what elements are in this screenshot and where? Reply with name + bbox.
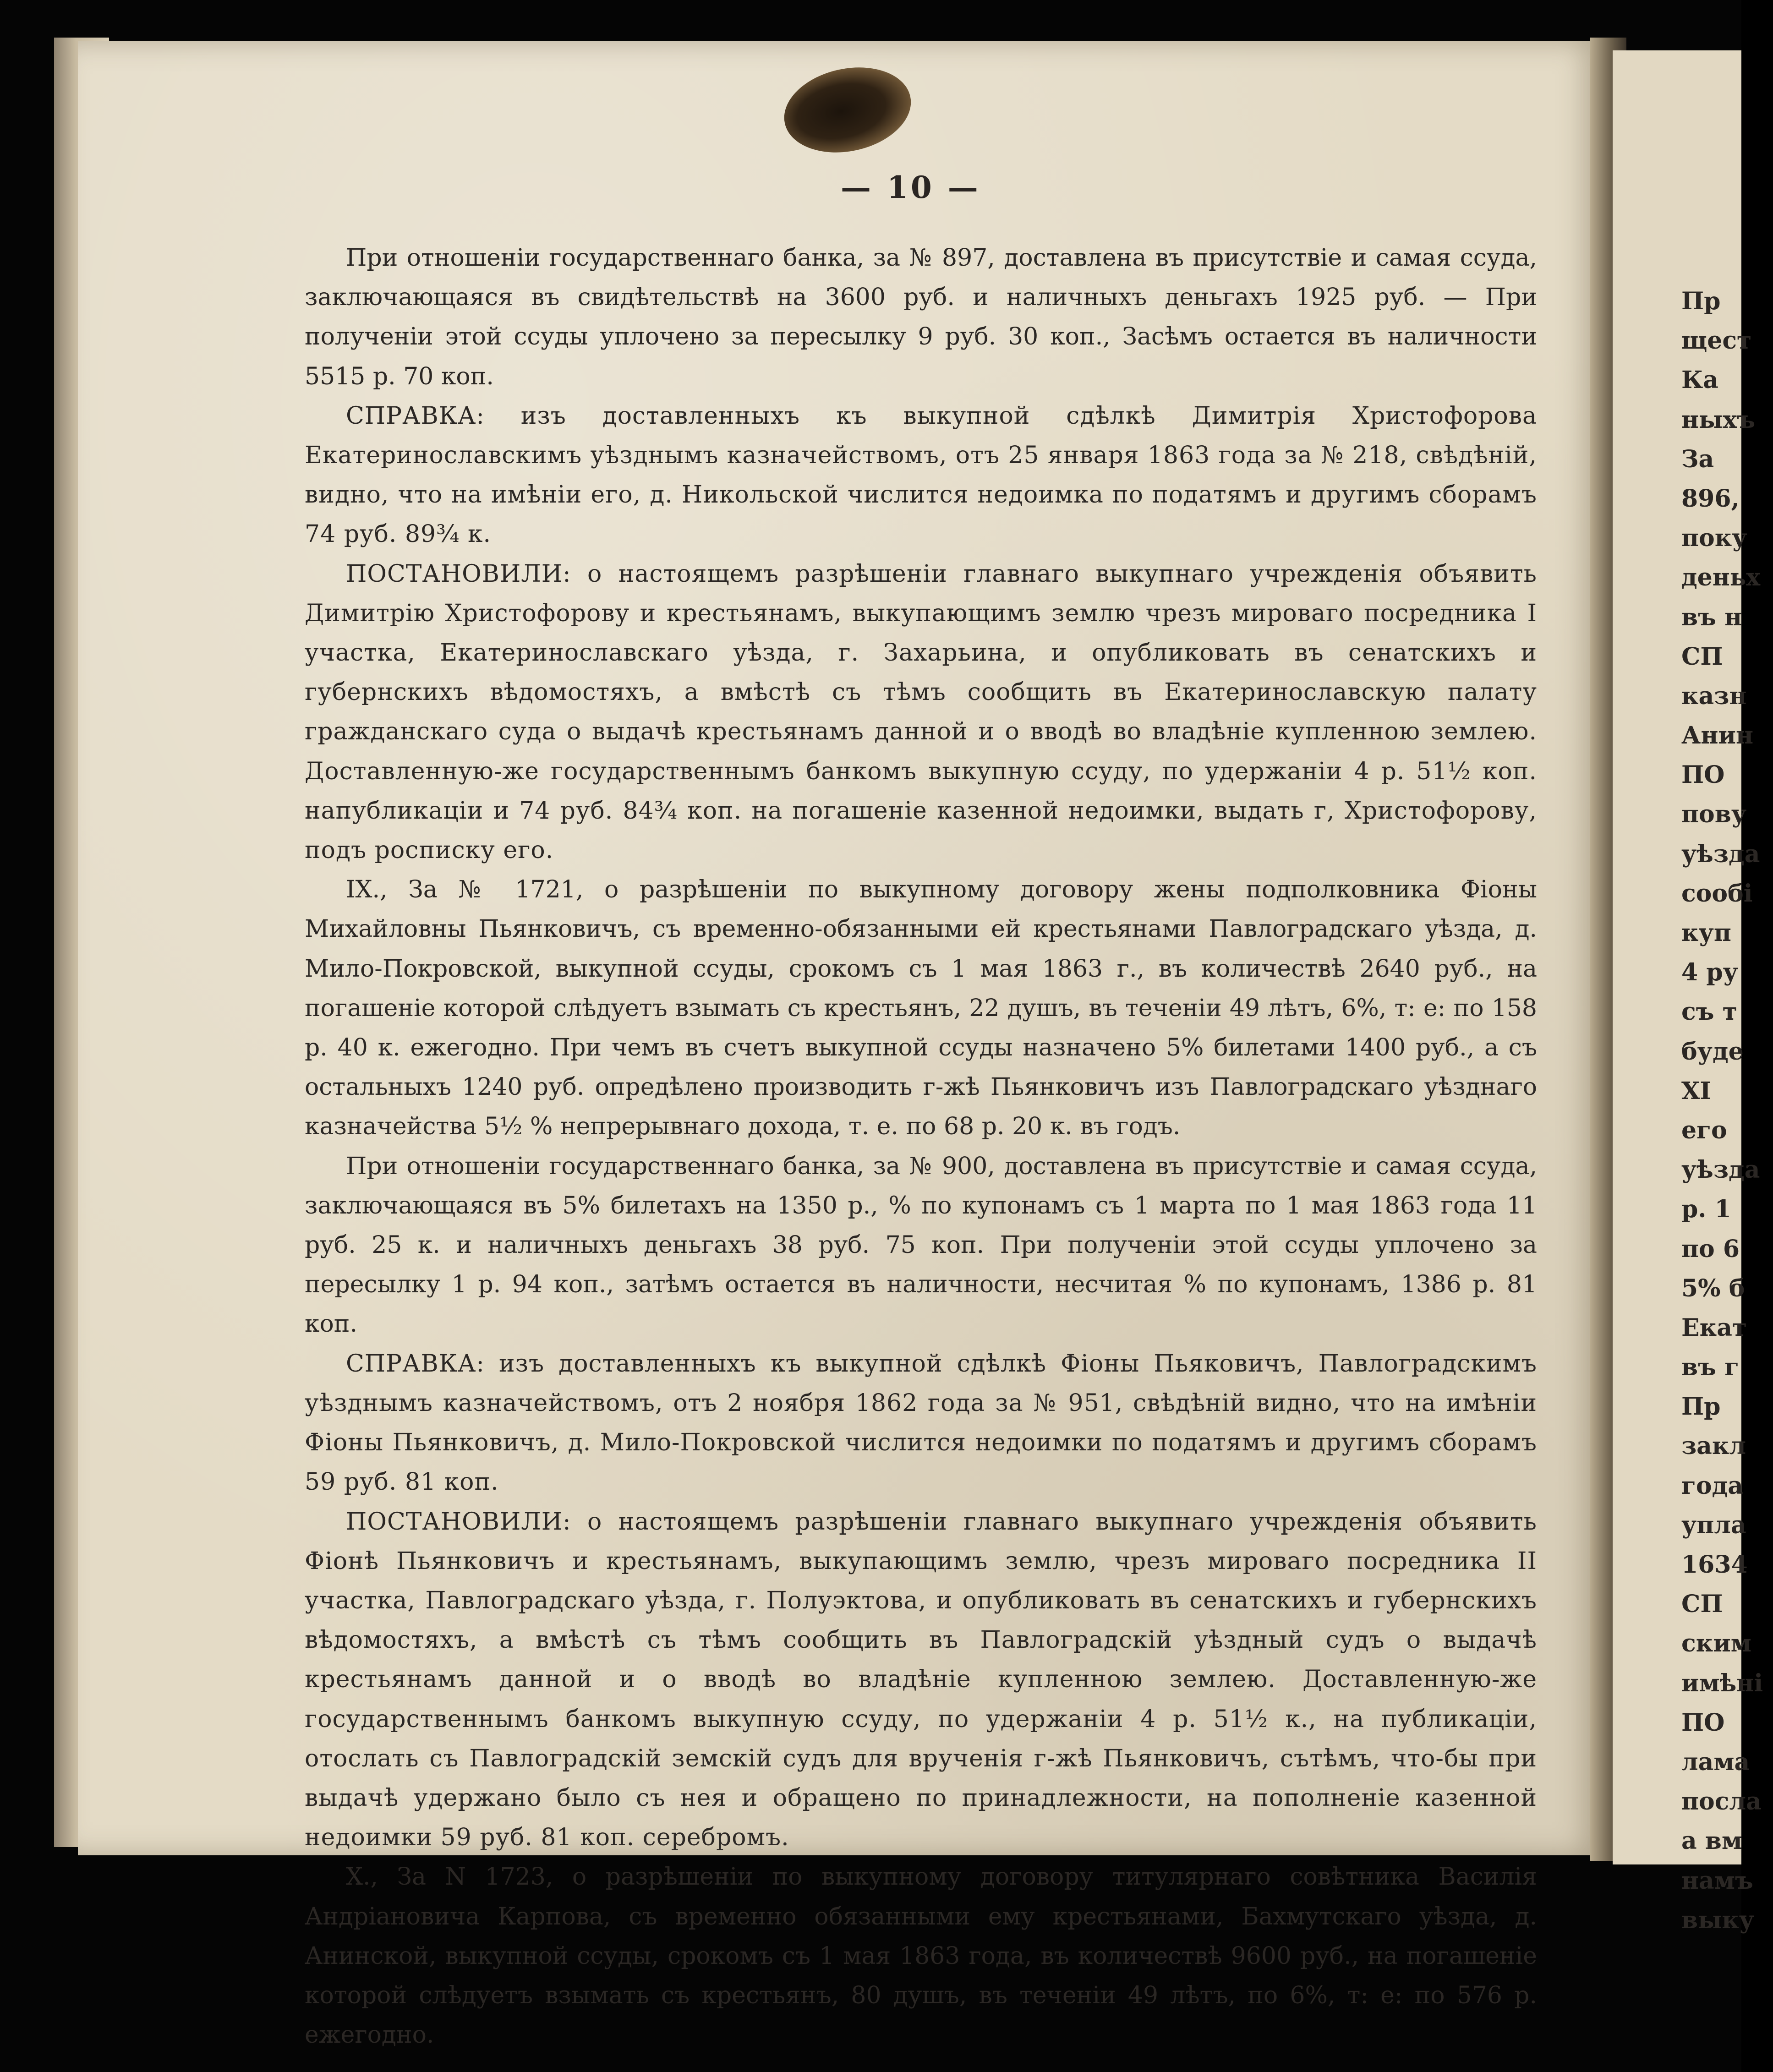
adjacent-line-fragment: упла: [1681, 1511, 1746, 1539]
adjacent-line-fragment: посла: [1681, 1788, 1762, 1816]
paragraph-spravka-1: СПРАВКА: изъ доставленныхъ къ выкупной сдѣлкѣ Димитрія Христофорова Екатеринославскимъ уѣзднымъ казначействомъ, отъ 25 января 1863 года за № 218, свѣдѣній, видно, что на имѣніи его, д. Никольской числится недоимка по податямъ и другимъ сборамъ 74 руб. 89¾ к.: [305, 402, 1537, 548]
adjacent-line-fragment: выку: [1681, 1906, 1755, 1934]
adjacent-line-fragment: деньх: [1681, 563, 1761, 592]
adjacent-line-fragment: 896,: [1681, 484, 1740, 513]
paragraph-section-x: X., За N 1723, о разрѣшеніи по выкупному договору титулярнаго совѣтника Василія Андріановича Карпова, съ временно обязанными ему крестьянами, Бахмутскаго уѣзда, д. Анинской, выкупной ссуды, срокомъ съ 1 мая 1863 года, въ количествѣ 9600 руб., на погашеніе которой слѣдуетъ взымать съ крестьянъ, 80 душъ, въ теченіи 49 лѣтъ, по 6%, т: е: по 576 р. ежегодно.: [305, 1863, 1537, 2049]
adjacent-line-fragment: Екат: [1681, 1313, 1747, 1342]
adjacent-line-fragment: р. 1: [1681, 1195, 1731, 1224]
adjacent-line-fragment: СП: [1681, 1590, 1723, 1618]
adjacent-line-fragment: куп: [1681, 919, 1731, 947]
adjacent-line-fragment: въ г: [1681, 1353, 1739, 1382]
adjacent-line-fragment: ПО: [1681, 761, 1725, 789]
adjacent-line-fragment: Пр: [1681, 287, 1721, 315]
adjacent-line-fragment: 1634: [1681, 1551, 1748, 1579]
adjacent-line-fragment: 5% б: [1681, 1274, 1745, 1302]
adjacent-line-fragment: намъ: [1681, 1866, 1753, 1895]
paragraph-section-ix: IX., За № 1721, о разрѣшеніи по выкупному договору жены подполковника Фіоны Михайловны Пьянковичъ, съ временно-обязанными ей крестьянами Павлоградскаго уѣзда, д. Мило-Покровской, выкупной ссуды, срокомъ съ 1 мая 1863 г., въ количествѣ 2640 руб., на погашеніе которой слѣдуетъ взымать съ крестьянъ, 22 душъ, въ теченіи 49 лѣтъ, 6%, т: е: по 158 р. 40 к. ежегодно. При чемъ въ счетъ выкупной ссуды назначено 5% билетами 1400 руб., а съ остальныхъ 1240 руб. опредѣлено производить г-жѣ Пьянковичъ изъ Павлоградскаго уѣзднаго казначейства 5½ % непрерывнаго дохода, т. е. по 68 р. 20 к. въ годъ.: [305, 876, 1537, 1141]
adjacent-line-fragment: съ т: [1681, 998, 1737, 1026]
adjacent-line-fragment: лама: [1681, 1748, 1750, 1776]
adjacent-line-fragment: буде: [1681, 1037, 1744, 1066]
page-body: [305, 238, 1537, 2055]
adjacent-line-fragment: 4 ру: [1681, 958, 1738, 987]
adjacent-line-fragment: закл: [1681, 1432, 1746, 1460]
adjacent-line-fragment: казн: [1681, 682, 1747, 710]
adjacent-line-fragment: ныхъ: [1681, 405, 1756, 434]
adjacent-line-fragment: Ка: [1681, 366, 1718, 394]
adjacent-line-fragment: а вм: [1681, 1827, 1743, 1855]
paragraph-spravka-2: СПРАВКА: изъ доставленныхъ къ выкупной сдѣлкѣ Фіоны Пьяковичъ, Павлоградскимъ уѣзднымъ казначействомъ, отъ 2 ноября 1862 года за № 951, свѣдѣній видно, что на имѣніи Фіоны Пьянковичъ, д. Мило-Покровской числится недоимки по податямъ и другимъ сборамъ 59 руб. 81 коп.: [305, 1350, 1537, 1496]
adjacent-line-fragment: сообі: [1681, 879, 1753, 908]
adjacent-line-fragment: СП: [1681, 642, 1723, 671]
adjacent-line-fragment: За: [1681, 445, 1714, 473]
paragraph-postanovili-2: ПОСТАНОВИЛИ: о настоящемъ разрѣшеніи главнаго выкупнаго учрежденія объявить Фіонѣ Пьянковичъ и крестьянамъ, выкупающимъ землю, чрезъ мироваго посредника II участка, Павлоградскаго уѣзда, г. Полуэктова, и опубликовать въ сенатскихъ и губернскихъ вѣдомостяхъ, а вмѣстѣ съ тѣмъ сообщить въ Павлоградскій уѣздный судъ о выдачѣ крестьянамъ данной и о вводѣ во владѣніе купленною землею. Доставленную-же государственнымъ банкомъ выкупную ссуду, по удержаніи 4 р. 51½ к., на публикаціи, отослать съ Павлоградскій земскій судъ для врученія г-жѣ Пьянковичъ, сътѣмъ, что-бы при выдачѣ удержано было съ нея и обращено по принадлежности, на пополненіе казенной недоимки 59 руб. 81 коп. серебромъ.: [305, 1508, 1537, 1852]
adjacent-line-fragment: Пр: [1681, 1393, 1721, 1421]
adjacent-line-fragment: поку: [1681, 524, 1747, 552]
adjacent-line-fragment: года: [1681, 1471, 1743, 1500]
paragraph-bank-letter-900: При отношеніи государственнаго банка, за № 900, доставлена въ присутствіе и самая ссуда, заключающаяся въ 5% билетахъ на 1350 р., % по купонамъ съ 1 марта по 1 мая 1863 года 11 руб. 25 к. и наличныхъ деньгахъ 38 руб. 75 коп. При полученіи этой ссуды уплочено за пересылку 1 р. 94 коп., затѣмъ остается въ наличности, несчитая % по купонамъ, 1386 р. 81 коп.: [305, 1152, 1537, 1338]
paragraph-postanovili-1: ПОСТАНОВИЛИ: о настоящемъ разрѣшеніи главнаго выкупнаго учрежденія объявить Димитрію Христофорову и крестьянамъ, выкупающимъ землю чрезъ мироваго посредника I участка, Екатеринославскаго уѣзда, г. Захарьина, и опубликовать въ сенатскихъ и губернскихъ вѣдомостяхъ, а вмѣстѣ съ тѣмъ сообщить въ Екатеринославскую палату гражданскаго суда о выдачѣ крестьянамъ данной и о вводѣ во владѣніе купленною землею. Доставленную-же государственнымъ банкомъ выкупную ссуду, по удержаніи 4 р. 51½ коп. напубликаціи и 74 руб. 84¾ коп. на погашеніе казенной недоимки, выдать г, Христофорову, подъ росписку его.: [305, 560, 1537, 864]
adjacent-line-fragment: ПО: [1681, 1708, 1725, 1737]
adjacent-line-fragment: по 6: [1681, 1235, 1740, 1263]
adjacent-line-fragment: въ н: [1681, 603, 1742, 631]
adjacent-line-fragment: имѣні: [1681, 1669, 1763, 1697]
adjacent-line-fragment: пову: [1681, 800, 1747, 829]
adjacent-line-fragment: его: [1681, 1116, 1727, 1144]
adjacent-line-fragment: щест: [1681, 327, 1752, 355]
adjacent-line-fragment: XI: [1681, 1077, 1711, 1105]
page-number: — 10 —: [841, 169, 981, 205]
adjacent-line-fragment: уѣзда: [1681, 840, 1760, 868]
adjacent-line-fragment: уѣзда: [1681, 1156, 1760, 1184]
adjacent-page-text: [1681, 282, 1773, 1940]
adjacent-page: [1613, 50, 1763, 1934]
paragraph-bank-letter-897: При отношеніи государственнаго банка, за № 897, доставлена въ присутствіе и самая ссуда, заключающаяся въ свидѣтельствѣ на 3600 руб. и наличныхъ деньгахъ 1925 руб. — При полученіи этой ссуды уплочено за пересылку 9 руб. 30 коп., Засѣмъ остается въ наличности 5515 р. 70 коп.: [305, 244, 1537, 390]
adjacent-line-fragment: Анин: [1681, 722, 1754, 750]
adjacent-line-fragment: ским: [1681, 1629, 1751, 1658]
